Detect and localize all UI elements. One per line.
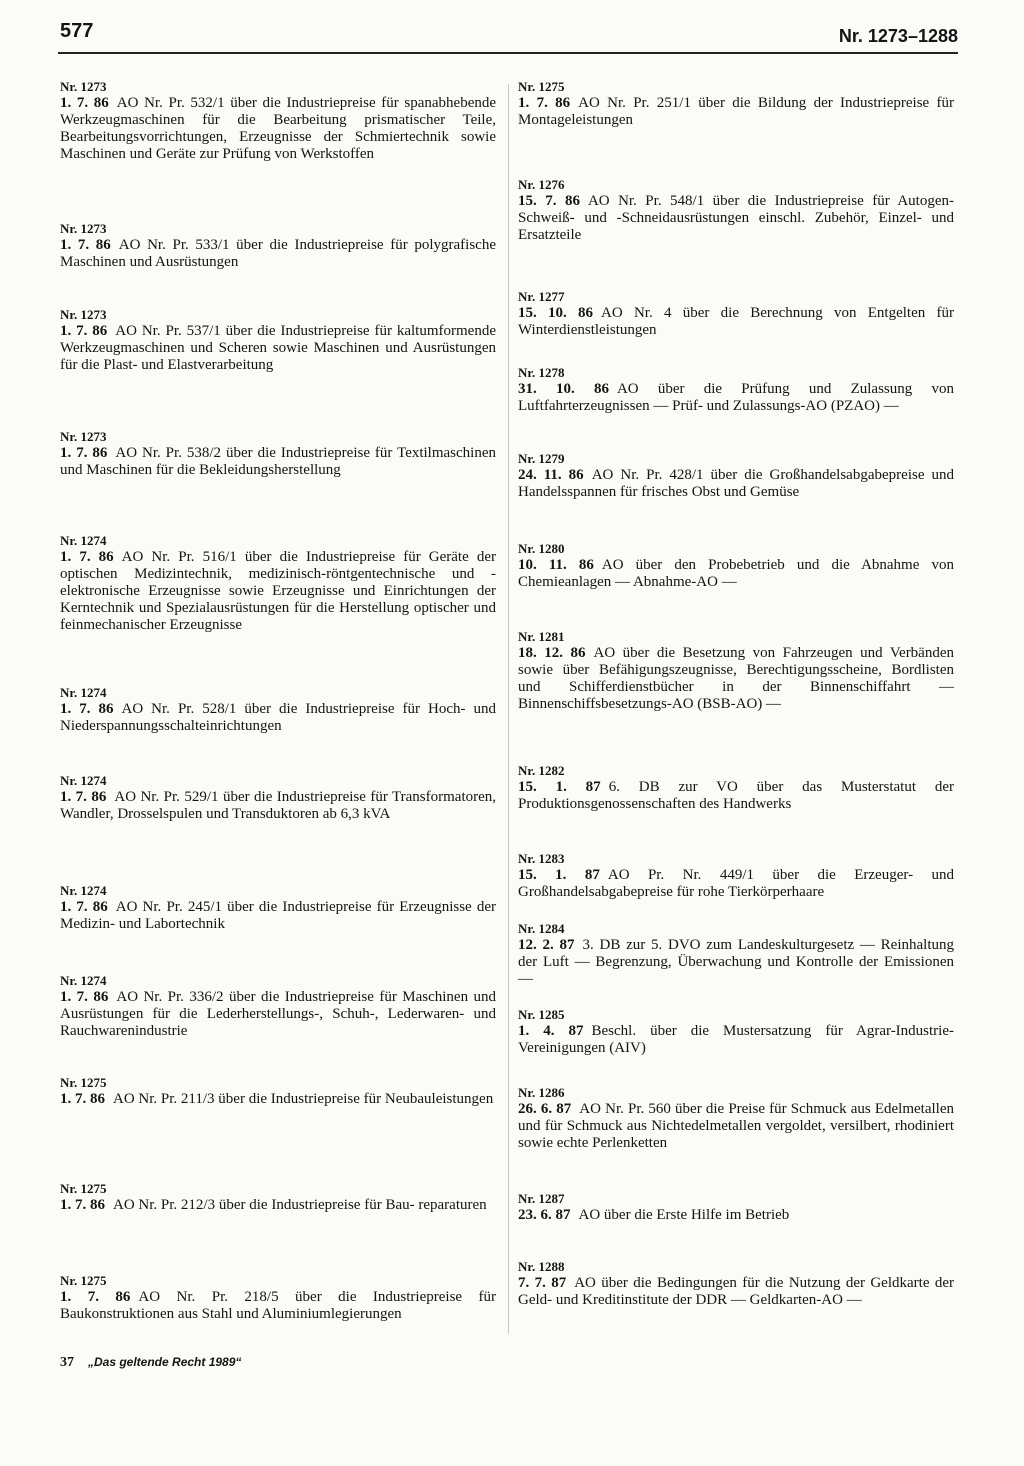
entry-number: Nr. 1277: [518, 289, 565, 304]
list-item: [60, 684, 496, 735]
list-item: [60, 972, 496, 1040]
entry-range: Nr. 1273–1288: [838, 26, 958, 46]
entry-date: 1. 7. 86: [518, 95, 571, 111]
entry-date: 24. 11. 86: [518, 467, 584, 483]
entry-date: 15. 10. 86: [518, 305, 594, 321]
list-item: [518, 1190, 954, 1224]
entry-number: Nr. 1276: [518, 177, 565, 192]
entry-date: 26. 6. 87: [518, 1101, 572, 1117]
entry-text: AO über die Besetzung von Fahrzeugen und Verbänden sowie über Befähigungszeugnisse, Berechtigungsscheine, Bordlisten und Schifferdienstbücher in der Binnenschiffahrt — Binnenschiffsbesetzungs-AO (BSB-AO) —: [518, 645, 955, 712]
entry-text: AO Nr. 4 über die Berechnung von Entgelten für Winterdienstleistungen: [518, 305, 954, 338]
entry-date: 1. 7. 86: [60, 323, 108, 339]
entry-date: 1. 7. 86: [60, 789, 107, 805]
list-item: [518, 920, 954, 988]
list-item: [518, 628, 954, 713]
entry-date: 1. 7. 86: [60, 1091, 105, 1107]
entry-number: Nr. 1273: [60, 429, 107, 444]
entry-number: Nr. 1275: [60, 1273, 107, 1288]
entry-date: 1. 7. 86: [60, 95, 109, 111]
entry-number: Nr. 1274: [60, 685, 107, 700]
entry-text: AO Nr. Pr. 245/1 über die Industriepreise für Erzeugnisse der Medizin- und Labortechnik: [60, 899, 497, 932]
entry-text: AO Nr. Pr. 529/1 über die Industriepreise für Transformatoren, Wandler, Drosselspulen und Transduktoren ab 6,3 kVA: [60, 789, 497, 822]
entry-text: AO Nr. Pr. 533/1 über die Industriepreise für polygrafische Maschinen und Ausrüstungen: [60, 237, 496, 270]
header-rule: [58, 52, 958, 54]
entry-number: Nr. 1275: [60, 1075, 107, 1090]
entry-date: 31. 10. 86: [518, 381, 609, 397]
entry-text: AO über den Probebetrieb und die Abnahme von Chemieanlagen — Abnahme-AO —: [518, 557, 954, 590]
entry-date: 15. 1. 87: [518, 867, 600, 883]
footer-title: „Das geltende Recht 1989“: [88, 1355, 242, 1369]
list-item: [60, 1074, 496, 1108]
entry-text: AO Nr. Pr. 218/5 über die Industriepreise für Baukonstruktionen aus Stahl und Aluminiumlegierungen: [60, 1289, 497, 1322]
entry-text: AO Nr. Pr. 528/1 über die Industriepreise für Hoch- und Niederspannungsschalteinrichtungen: [60, 701, 496, 734]
entry-text: AO Nr. Pr. 211/3 über die Industriepreise für Neubauleistungen: [113, 1091, 494, 1107]
entry-text: AO Nr. Pr. 538/2 über die Industriepreise für Textilmaschinen und Maschinen für die Bekleidungsherstellung: [60, 445, 496, 478]
column-divider: [508, 84, 509, 1334]
list-item: [60, 882, 496, 933]
entry-text: AO Nr. Pr. 428/1 über die Großhandelsabgabepreise und Handelsspannen für frisches Obst und Gemüse: [518, 467, 954, 500]
entry-date: 1. 4. 87: [518, 1023, 584, 1039]
entry-number: Nr. 1273: [60, 307, 107, 322]
entry-text: AO Nr. Pr. 336/2 über die Industriepreise für Maschinen und Ausrüstungen für die Lederherstellungs-, Schuh-, Lederwaren- und Rauchwarenindustrie: [60, 989, 497, 1039]
entry-text: AO Nr. Pr. 560 über die Preise für Schmuck aus Edelmetallen und für Schmuck aus Nichtedelmetallen vergoldet, versilbert, rhodiniert sowie echte Perlenketten: [518, 1101, 954, 1151]
entry-text: AO über die Erste Hilfe im Betrieb: [578, 1207, 790, 1223]
entry-date: 1. 7. 86: [60, 1289, 131, 1305]
entry-date: 18. 12. 86: [518, 645, 586, 661]
list-item: [60, 306, 496, 374]
entry-text: AO Nr. Pr. 548/1 über die Industriepreise für Autogen-Schweiß- und -Schneidausrüstungen einschl. Zubehör, Einzel- und Ersatzteile: [518, 193, 954, 243]
entry-text: 3. DB zur 5. DVO zum Landeskulturgesetz — Reinhaltung der Luft — Begrenzung, Überwachung und Kontrolle der Emissionen —: [518, 937, 954, 987]
list-item: [518, 1258, 954, 1309]
list-item: [518, 1006, 954, 1057]
entry-number: Nr. 1274: [60, 533, 107, 548]
entry-number: Nr. 1284: [518, 921, 565, 936]
entry-number: Nr. 1285: [518, 1007, 565, 1022]
entry-date: 1. 7. 86: [60, 549, 114, 565]
entry-number: Nr. 1273: [60, 221, 107, 236]
entry-text: AO Nr. Pr. 251/1 über die Bildung der Industriepreise für Montageleistungen: [518, 95, 954, 128]
entry-number: Nr. 1288: [518, 1259, 565, 1274]
list-item: [60, 78, 496, 163]
list-item: [518, 288, 954, 339]
entry-number: Nr. 1275: [518, 79, 565, 94]
list-item: [518, 78, 954, 129]
page-footer: [60, 1355, 241, 1371]
entry-date: 15. 1. 87: [518, 779, 601, 795]
entry-text: 6. DB zur VO über das Musterstatut der Produktionsgenossenschaften des Handwerks: [518, 779, 954, 812]
entry-number: Nr. 1280: [518, 541, 565, 556]
list-item: [518, 850, 954, 901]
entry-number: Nr. 1281: [518, 629, 565, 644]
entry-number: Nr. 1273: [60, 79, 107, 94]
list-item: [518, 762, 954, 813]
entry-number: Nr. 1274: [60, 773, 107, 788]
entry-number: Nr. 1275: [60, 1181, 107, 1196]
entry-number: Nr. 1279: [518, 451, 565, 466]
entry-number: Nr. 1282: [518, 763, 565, 778]
entry-date: 15. 7. 86: [518, 193, 580, 209]
entry-date: 1. 7. 86: [60, 237, 111, 253]
entry-number: Nr. 1278: [518, 365, 565, 380]
page-number: 577: [60, 20, 94, 42]
list-item: [60, 772, 496, 823]
entry-text: AO Pr. Nr. 449/1 über die Erzeuger- und Großhandelsabgabepreise für rohe Tierkörperhaare: [518, 867, 954, 900]
entry-number: Nr. 1274: [60, 973, 107, 988]
list-item: [518, 540, 954, 591]
footer-page: 37: [60, 1355, 74, 1370]
list-item: [518, 176, 954, 244]
entry-text: AO über die Prüfung und Zulassung von Luftfahrterzeugnissen — Prüf- und Zulassungs-AO (PZAO) —: [518, 381, 955, 414]
entry-number: Nr. 1287: [518, 1191, 565, 1206]
list-item: [518, 364, 954, 415]
list-item: [60, 532, 496, 634]
entry-number: Nr. 1274: [60, 883, 107, 898]
list-item: [60, 1272, 496, 1323]
entry-text: AO Nr. Pr. 537/1 über die Industriepreise für kaltumformende Werkzeugmaschinen und Scheren sowie Maschinen und Ausrüstungen für die Plast- und Elastverarbeitung: [60, 323, 496, 373]
list-item: [518, 450, 954, 501]
list-item: [60, 428, 496, 479]
entry-date: 10. 11. 86: [518, 557, 594, 573]
list-item: [60, 220, 496, 271]
entry-text: AO Nr. Pr. 212/3 über die Industriepreise für Bau- reparaturen: [113, 1197, 487, 1213]
list-item: [518, 1084, 954, 1152]
entry-date: 12. 2. 87: [518, 937, 575, 953]
entry-text: Beschl. über die Mustersatzung für Agrar-Industrie-Vereinigungen (AIV): [518, 1023, 954, 1056]
entry-text: AO Nr. Pr. 532/1 über die Industriepreise für spanabhebende Werkzeugmaschinen für die Bearbeitung prismatischer Teile, Bearbeitungsvorrichtungen, Erzeugnisse der Schmiertechnik sowie Maschinen und Geräte zur Prüfung von Werkstoffen: [60, 95, 497, 162]
entry-number: Nr. 1286: [518, 1085, 565, 1100]
entry-text: AO über die Bedingungen für die Nutzung der Geldkarte der Geld- und Kreditinstitute der DDR — Geldkarten-AO —: [518, 1275, 954, 1308]
entry-date: 1. 7. 86: [60, 701, 114, 717]
entry-date: 1. 7. 86: [60, 1197, 105, 1213]
entry-date: 1. 7. 86: [60, 989, 109, 1005]
entry-date: 1. 7. 86: [60, 899, 108, 915]
entry-date: 7. 7. 87: [518, 1275, 567, 1291]
entry-date: 23. 6. 87: [518, 1207, 571, 1223]
entry-number: Nr. 1283: [518, 851, 565, 866]
list-item: [60, 1180, 496, 1214]
entry-text: AO Nr. Pr. 516/1 über die Industriepreise für Geräte der optischen Medizintechnik, medizinisch-röntgentechnische und -elektronische Erzeugnisse sowie Erzeugnisse und Einrichtungen der Kerntechnik und Spezialausrüstungen für die Herstellung optischer und feinmechanischer Erzeugnisse: [60, 549, 496, 633]
entry-date: 1. 7. 86: [60, 445, 108, 461]
